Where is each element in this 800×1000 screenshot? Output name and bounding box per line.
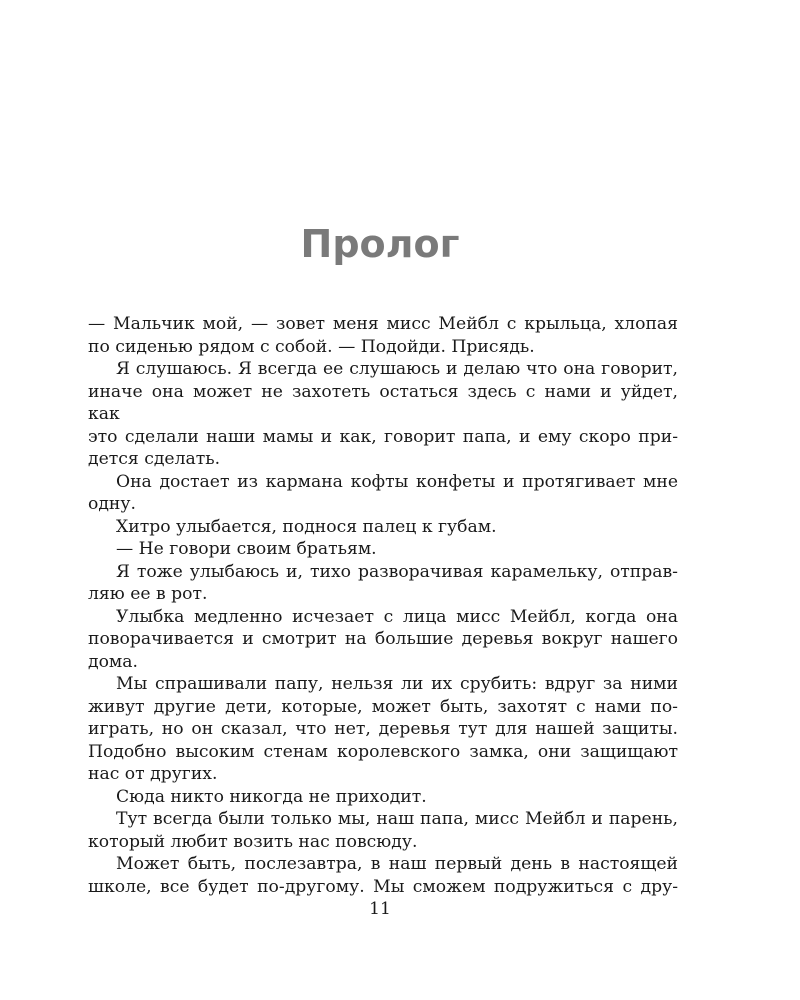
text-line: Тут всегда были только мы, наш папа, мисс Мейбл и парень, [116, 809, 678, 829]
paragraph [88, 786, 678, 809]
chapter-title: Пролог [300, 222, 460, 266]
text-line: это сделали наши мамы и как, говорит папа, и ему скоро при- [88, 426, 678, 447]
paragraph [88, 606, 678, 674]
paragraph [88, 516, 678, 539]
paragraph [88, 358, 678, 471]
text-line: живут другие дети, которые, может быть, захотят с нами по- [88, 696, 678, 717]
text-line: по сиденью рядом с собой. — Подойди. Присядь. [88, 336, 535, 357]
paragraph [88, 853, 678, 898]
paragraph [88, 561, 678, 606]
text-line: Подобно высоким стенам королевского замка, они защищают [88, 741, 678, 762]
text-line: поворачивается и смотрит на большие деревья вокруг нашего [88, 629, 678, 649]
body-text [88, 313, 678, 898]
text-line: играть, но он сказал, что нет, деревья тут для нашей защиты. [88, 719, 678, 739]
paragraph [88, 471, 678, 516]
text-line: нас от других. [88, 764, 218, 784]
text-line: дома. [88, 651, 139, 672]
page-number: 11 [369, 899, 391, 919]
paragraph [88, 313, 678, 358]
text-line: Мы спрашивали папу, нельзя ли их срубить: вдруг за ними [116, 674, 678, 694]
text-line: ляю ее в рот. [88, 584, 208, 604]
text-line: Улыбка медленно исчезает с лица мисс Мейбл, когда она [116, 606, 678, 627]
text-line: Я тоже улыбаюсь и, тихо разворачивая карамельку, отправ- [116, 561, 678, 582]
text-line: — Не говори своим братьям. [116, 539, 377, 559]
text-line: дется сделать. [88, 449, 221, 469]
text-line: одну. [88, 494, 136, 514]
text-line: иначе она может не захотеть остаться здесь с нами и уйдет, как [88, 381, 678, 424]
text-line: Сюда никто никогда не приходит. [116, 786, 427, 807]
text-line: Я слушаюсь. Я всегда ее слушаюсь и делаю что она говорит, [116, 359, 678, 379]
text-line: Она достает из кармана кофты конфеты и протягивает мне [116, 471, 678, 492]
text-line: Хитро улыбается, поднося палец к губам. [116, 516, 497, 537]
text-line: школе, все будет по-другому. Мы сможем подружиться с дру- [88, 876, 678, 897]
text-line: Может быть, послезавтра, в наш первый день в настоящей [116, 854, 678, 874]
paragraph [88, 808, 678, 853]
text-line: который любит возить нас повсюду. [88, 831, 418, 852]
paragraph [88, 673, 678, 786]
paragraph [88, 538, 678, 561]
text-line: — Мальчик мой, — зовет меня мисс Мейбл с крыльца, хлопая [88, 314, 678, 334]
